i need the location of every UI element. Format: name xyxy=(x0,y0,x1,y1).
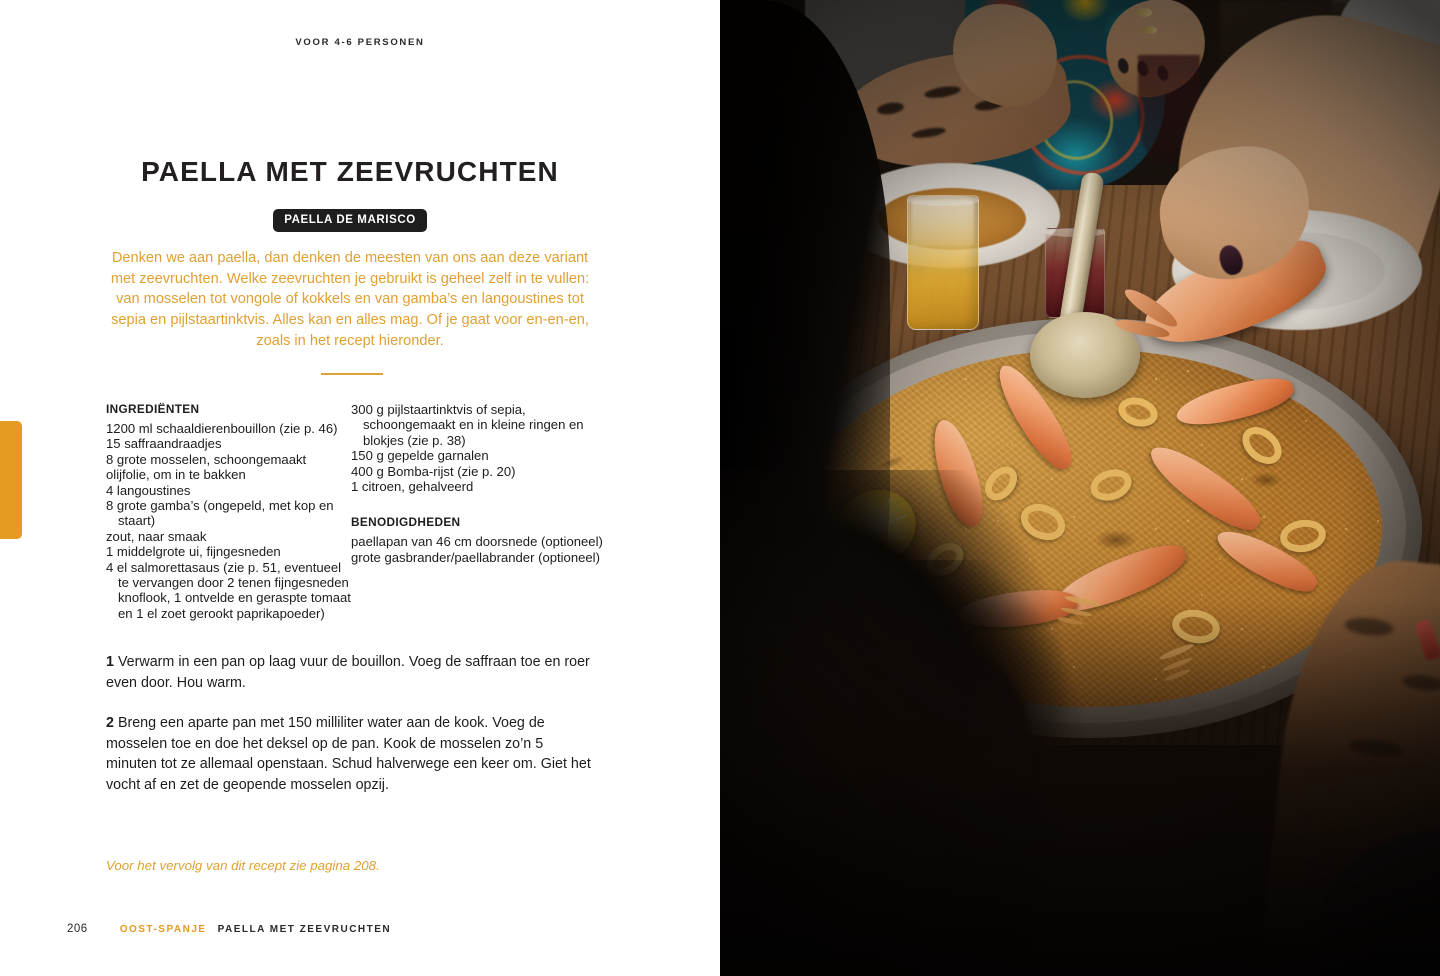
equipment-item: grote gasbrander/paellabrander (optioneel) xyxy=(351,549,600,565)
photo-finger-ring-second xyxy=(1143,26,1157,34)
step-1-number: 1 xyxy=(106,654,114,670)
ingredient-item: 8 grote mosselen, schoongemaakt xyxy=(106,451,307,467)
section-divider xyxy=(321,373,383,375)
equipment-list xyxy=(351,534,616,565)
ingredient-item: olijfolie, om in te bakken xyxy=(106,467,246,483)
intro-paragraph: Denken we aan paella, dan denken de meesten van ons aan deze variant met zeevruchten. Welke zeevruchten je gebruikt is geheel zelf in te vullen: van mosselen tot vongole of kokkels en van gamba’s en langoustines tot sepia en pijlstaartinktvis. Alles kan en alles mag. Of je gaat voor en-en-en, zoals in het recept hieronder. xyxy=(110,250,590,349)
ingredient-item: 4 el salmorettasaus (zie p. 51, eventueel te vervangen door 2 tenen fijngesneden knoflook, 1 ontvelde en geraspte tomaat en 1 el zoet gerookt paprikapoeder) xyxy=(106,559,351,621)
step-1-text: Verwarm in een pan op laag vuur de bouillon. Voeg de saffraan toe en roer even door. Hou warm. xyxy=(106,654,590,691)
ingredient-item: 1200 ml schaaldierenbouillon (zie p. 46) xyxy=(106,421,338,436)
ingredients-heading: INGREDIËNTEN xyxy=(106,402,200,416)
serves-line: VOOR 4-6 PERSONEN xyxy=(295,37,425,48)
ingredient-item: 150 g gepelde garnalen xyxy=(351,448,489,464)
ingredient-item: 4 langoustines xyxy=(106,482,191,498)
step-2 xyxy=(106,713,596,795)
ingredient-item: 1 middelgrote ui, fijngesneden xyxy=(106,544,281,560)
ingredients-column-left xyxy=(106,402,351,621)
page-title: PAELLA MET ZEEVRUCHTEN xyxy=(141,156,559,187)
recipe-photo xyxy=(720,0,1440,976)
step-2-number: 2 xyxy=(106,715,114,732)
ingredients-column-right xyxy=(351,402,616,621)
ingredients-section xyxy=(106,402,616,621)
ingredient-item: 1 citroen, gehalveerd xyxy=(351,479,474,495)
footer-region: OOST-SPANJE xyxy=(119,924,207,935)
preparation-steps xyxy=(106,652,596,816)
ingredient-item: 400 g Bomba-rijst (zie p. 20) xyxy=(351,463,516,479)
photo-beer-glass-rim xyxy=(907,195,979,206)
ingredients-list-right xyxy=(351,402,616,494)
ingredient-item: zout, naar smaak xyxy=(106,528,207,544)
step-1 xyxy=(106,652,596,693)
footer-recipe-title: PAELLA MET ZEEVRUCHTEN xyxy=(217,924,392,935)
page-footer xyxy=(67,923,391,935)
ingredient-item: 300 g pijlstaartinktvis of sepia, schoongemaakt en in kleine ringen en blokjes (zie p. 38) xyxy=(351,402,584,448)
footer-page-number: 206 xyxy=(67,923,88,935)
chapter-edge-tab xyxy=(0,421,22,539)
photo-beer-foam xyxy=(912,200,974,246)
continued-note: Voor het vervolg van dit recept zie pagina 208. xyxy=(106,858,380,873)
subtitle-badge-wrap xyxy=(0,209,700,232)
photo-table-shadow xyxy=(720,600,1440,976)
step-2-text: Breng een aparte pan met 150 milliliter water aan de kook. Voeg de mosselen toe en doe het deksel op de pan. Kook de mosselen zo’n 5 minuten tot ze allemaal openstaan. Schud halverwege een keer om. Giet het vocht af en zet de geopende mosselen opzij. xyxy=(106,715,591,793)
photo-finger-ring xyxy=(1137,8,1152,17)
equipment-item: paellapan van 46 cm doorsnede (optioneel) xyxy=(351,534,603,550)
equipment-heading: BENODIGDHEDEN xyxy=(351,515,461,530)
ingredient-item: 8 grote gamba’s (ongepeld, met kop en staart) xyxy=(106,498,334,529)
spanish-name-badge: PAELLA DE MARISCO xyxy=(273,209,427,232)
ingredient-item: 15 saffraandraadjes xyxy=(106,436,222,452)
ingredients-list-left xyxy=(106,421,351,621)
